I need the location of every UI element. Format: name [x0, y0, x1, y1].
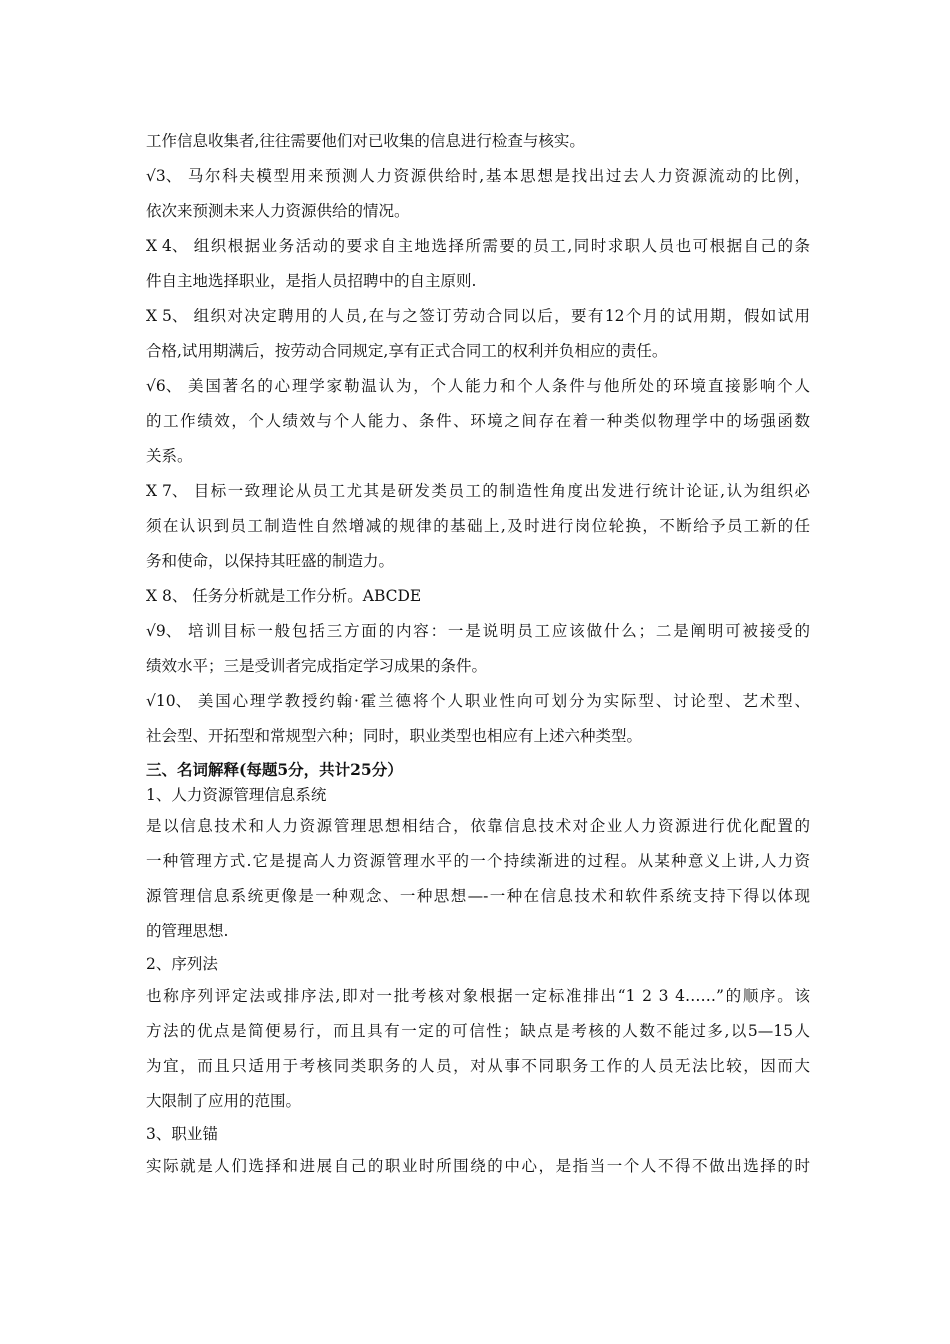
term-1-line-4: 的管理思想.	[146, 922, 229, 940]
judgement-item-9-line-1: √9、 培训目标一般包括三方面的内容：一是说明员工应该做什么；二是阐明可被接受的	[146, 614, 810, 649]
term-title: 3、职业锚	[146, 1125, 218, 1143]
judgement-item-7-line-2: 须在认识到员工制造性自然增减的规律的基础上,及时进行岗位轮换，不断给予员工新的任	[146, 517, 810, 535]
term-2-line-2: 方法的优点是简便易行，而且具有一定的可信性；缺点是考核的人数不能过多,以5—15人	[146, 1022, 810, 1040]
term-1-line-1: 是以信息技术和人力资源管理思想相结合，依靠信息技术对企业人力资源进行优化配置的	[146, 817, 810, 835]
term-2-line-1: 也称序列评定法或排序法,即对一批考核对象根据一定标准排出“1 2 3 4……”的顺序。该	[146, 987, 810, 1005]
document-body	[146, 124, 810, 1184]
section-heading: 三、名词解释(每题5分，共计25分）	[146, 760, 403, 779]
check-mark: √9、	[146, 622, 182, 640]
cross-mark: X 5、	[146, 307, 188, 325]
judgement-item-7-line-1: X 7、 目标一致理论从员工尤其是研发类员工的制造性角度出发进行统计论证,认为组织必	[146, 474, 810, 509]
judgement-item-4-line-1: X 4、 组织根据业务活动的要求自主地选择所需要的员工,同时求职人员也可根据自己的条	[146, 229, 810, 264]
judgement-item-6-line-2: 的工作绩效，个人绩效与个人能力、条件、环境之间存在着一种类似物理学中的场强函数	[146, 412, 810, 430]
paragraph-continuation: 工作信息收集者,往往需要他们对已收集的信息进行检查与核实。	[146, 132, 585, 150]
term-3-line-1: 实际就是人们选择和进展自己的职业时所围绕的中心，是指当一个人不得不做出选择的时	[146, 1157, 810, 1175]
term-title: 2、序列法	[146, 955, 218, 973]
judgement-item-3-line-1: √3、 马尔科夫模型用来预测人力资源供给时,基本思想是找出过去人力资源流动的比例，	[146, 159, 810, 194]
term-1-line-2: 一种管理方式.它是提高人力资源管理水平的一个持续渐进的过程。从某种意义上讲,人力资	[146, 852, 810, 870]
judgement-item-5-line-2: 合格,试用期满后，按劳动合同规定,享有正式合同工的权利并负相应的责任。	[146, 342, 668, 360]
term-title: 1、人力资源管理信息系统	[146, 786, 327, 804]
cross-mark: X 4、	[146, 237, 188, 255]
judgement-item-5-line-1: X 5、 组织对决定聘用的人员,在与之签订劳动合同以后，要有12个月的试用期，假如试用	[146, 299, 810, 334]
judgement-item-6-line-3: 关系。	[146, 447, 193, 465]
term-2-line-4: 大限制了应用的范围。	[146, 1092, 302, 1110]
term-1-line-3: 源管理信息系统更像是一种观念、一种思想—-一种在信息技术和软件系统支持下得以体现	[146, 887, 810, 905]
judgement-item-8-line-1: X 8、 任务分析就是工作分析。ABCDE	[146, 579, 810, 614]
cross-mark: X 8、	[146, 587, 188, 605]
judgement-item-9-line-2: 绩效水平；三是受训者完成指定学习成果的条件。	[146, 657, 488, 675]
judgement-item-10-line-2: 社会型、开拓型和常规型六种；同时，职业类型也相应有上述六种类型。	[146, 727, 643, 745]
check-mark: √6、	[146, 377, 182, 395]
judgement-item-7-line-3: 务和使命，以保持其旺盛的制造力。	[146, 552, 395, 570]
judgement-item-4-line-2: 件自主地选择职业，是指人员招聘中的自主原则.	[146, 272, 477, 290]
cross-mark: X 7、	[146, 482, 188, 500]
check-mark: √3、	[146, 167, 182, 185]
judgement-item-10-line-1: √10、 美国心理学教授约翰·霍兰德将个人职业性向可划分为实际型、讨论型、艺术型、	[146, 684, 810, 719]
check-mark: √10、	[146, 692, 192, 710]
judgement-item-6-line-1: √6、 美国著名的心理学家勒温认为，个人能力和个人条件与他所处的环境直接影响个人	[146, 369, 810, 404]
term-2-line-3: 为宜，而且只适用于考核同类职务的人员，对从事不同职务工作的人员无法比较，因而大	[146, 1057, 810, 1075]
judgement-item-3-line-2: 依次来预测未来人力资源供给的情况。	[146, 202, 410, 220]
